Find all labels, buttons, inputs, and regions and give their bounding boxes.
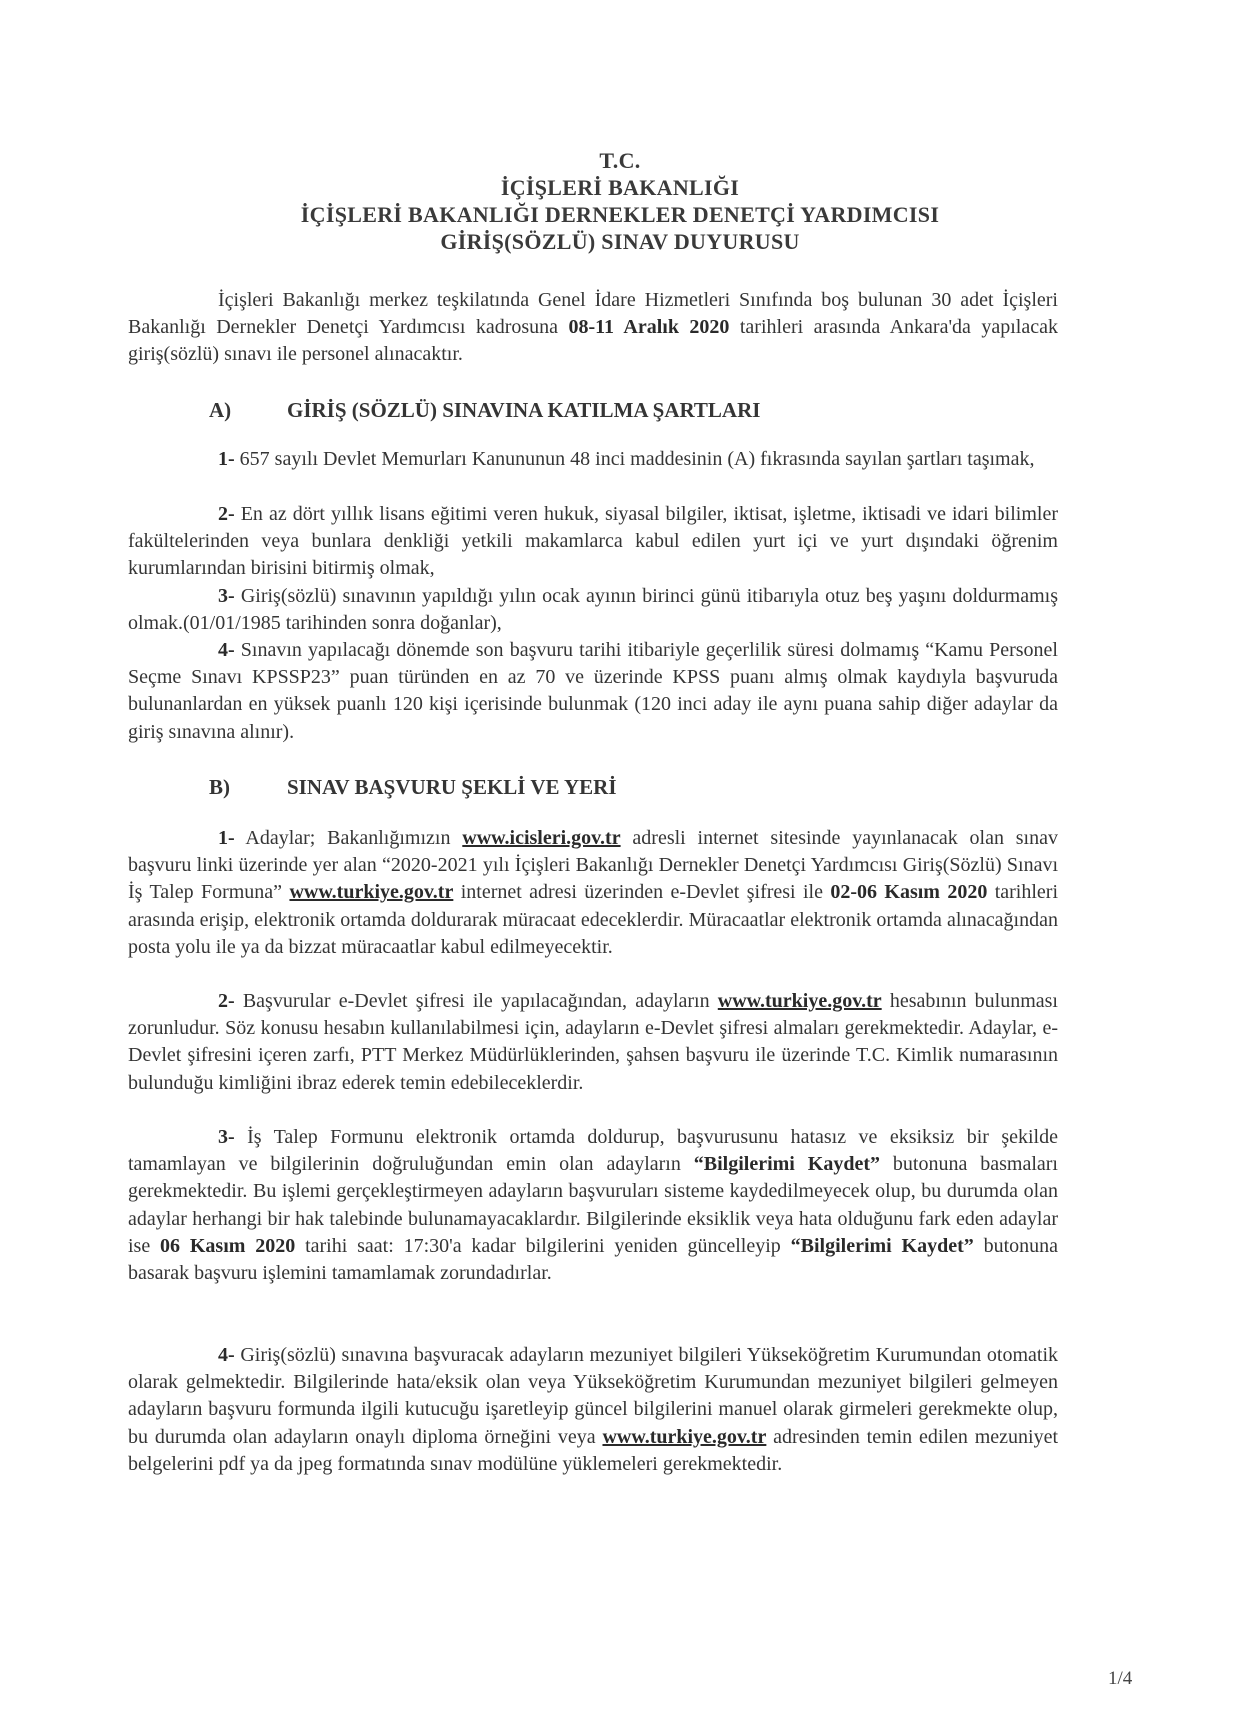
header-tc: T.C. <box>599 148 641 173</box>
icisleri-link[interactable]: www.icisleri.gov.tr <box>462 827 621 849</box>
intro-paragraph: İçişleri Bakanlığı merkez teşkilatında Genel İdare Hizmetleri Sınıfında boş bulunan 30 adet İçişleri Bakanlığı Dernekler Denetçi Yardımcısı kadrosuna 08-11 Aralık 2020 tarihleri arasında Ankara'da yapılacak giriş(sözlü) sınavı ile personel alınacaktır. <box>128 289 1058 366</box>
turkiye-link[interactable]: www.turkiye.gov.tr <box>717 990 882 1012</box>
section-a-title: GİRİŞ (SÖZLÜ) SINAVINA KATILMA ŞARTLARI <box>287 398 761 422</box>
section-a-item-3: 3- Giriş(sözlü) sınavının yapıldığı yılın ocak ayının birinci günü itibarıyla otuz beş yaşını doldurmamış olmak.(01/01/1985 tarihinden sonra doğanlar), <box>128 585 1058 635</box>
section-a-item-2: 2- En az dört yıllık lisans eğitimi veren hukuk, siyasal bilgiler, iktisat, işletme, iktisadi ve idari bilimler fakültelerinden veya bunlara denkliği yetkili makamlarca kabul edilen yurt içi ve yurt dışındaki öğrenim kurumlarından birisini bitirmiş olmak, <box>128 503 1058 580</box>
section-b-heading <box>209 775 617 800</box>
section-b-item-2: 2- Başvurular e-Devlet şifresi ile yapılacağından, adayların www.turkiye.gov.tr hesabının bulunması zorunludur. Söz konusu hesabın kullanılabilmesi için, adayların e-Devlet şifresi almaları gerekmektedir. Adaylar, e-Devlet şifresini içeren zarfı, PTT Merkez Müdürlüklerinden, şahsen başvuru ile üzerinde T.C. Kimlik numarasının bulunduğu kimliğini ibraz ederek temin edebileceklerdir. <box>128 990 1058 1094</box>
deadline-date: 06 Kasım 2020 <box>160 1234 296 1257</box>
header-ministry: İÇİŞLERİ BAKANLIĞI <box>500 175 740 200</box>
section-a-item-1: 1- 657 sayılı Devlet Memurları Kanununun 48 inci maddesinin (A) fıkrasında sayılan şartları taşımak, <box>218 448 1035 470</box>
header-announcement: GİRİŞ(SÖZLÜ) SINAV DUYURUSU <box>440 229 800 254</box>
section-a-item-4: 4- Sınavın yapılacağı dönemde son başvuru tarihi itibariyle geçerlilik süresi dolmamış “Kamu Personel Seçme Sınavı KPSSP23” puan türünden en az 70 ve üzerinde KPSS puanı almış olmak kaydıyla başvuruda bulunanlardan en yüksek puanlı 120 kişi içerisinde bulunmak (120 inci aday ile aynı puana sahip diğer adaylar da giriş sınavına alınır). <box>128 639 1058 743</box>
turkiye-link[interactable]: www.turkiye.gov.tr <box>289 881 454 904</box>
section-b-item-3: 3- İş Talep Formunu elektronik ortamda doldurup, başvurusunu hatasız ve eksiksiz bir şekilde tamamlayan ve bilgilerinin doğruluğundan emin olan adayların “Bilgilerimi Kaydet” butonuna basmaları gerekmektedir. Bu işlemi gerçekleştirmeyen adayların başvuruları sisteme kaydedilmeyecek olup, bu durumda olan adaylar herhangi bir hak talebinde bulunamayacaklardır. Bilgilerinde eksiklik veya hata olduğunu fark eden adaylar ise 06 Kasım 2020 tarihi saat: 17:30'a kadar bilgilerini yeniden güncelleyip “Bilgilerimi Kaydet” butonuna basarak başvuru işlemini tamamlamak zorundadırlar. <box>128 1126 1059 1285</box>
exam-date-range: 08-11 Aralık 2020 <box>568 316 730 339</box>
section-b-title: SINAV BAŞVURU ŞEKLİ VE YERİ <box>287 775 617 799</box>
application-date-range: 02-06 Kasım 2020 <box>830 881 988 904</box>
section-a-label: A) <box>209 398 232 422</box>
turkiye-link[interactable]: www.turkiye.gov.tr <box>602 1425 767 1448</box>
section-b-label: B) <box>209 775 230 799</box>
section-b-item-4: 4- Giriş(sözlü) sınavına başvuracak adayların mezuniyet bilgileri Yükseköğretim Kurumundan otomatik olarak gelmektedir. Bilgilerinde hata/eksik olan veya Yükseköğretim Kurumundan mezuniyet bilgileri gelmeyen adayların başvuru formunda ilgili kutucuğu işaretleyip güncel bilgilerini manuel olarak girmeleri gerekmekte olup, bu durumda olan adayların onaylı diploma örneğini veya www.turkiye.gov.tr adresinden temin edilen mezuniyet belgelerini pdf ya da jpeg formatında sınav modülüne yüklemeleri gerekmektedir. <box>128 1344 1058 1475</box>
save-info-phrase: “Bilgilerimi Kaydet” <box>790 1234 974 1257</box>
header-position: İÇİŞLERİ BAKANLIĞI DERNEKLER DENETÇİ YARDIMCISI <box>300 202 940 227</box>
save-info-phrase: “Bilgilerimi Kaydet” <box>693 1153 880 1176</box>
page-number: 1/4 <box>1108 1668 1133 1689</box>
section-b-item-1: 1- Adaylar; Bakanlığımızın www.icisleri.gov.tr adresli internet sitesinde yayınlanacak olan sınav başvuru linki üzerinde yer alan “2020-2021 yılı İçişleri Bakanlığı Dernekler Denetçi Yardımcısı Giriş(Sözlü) Sınavı İş Talep Formuna” www.turkiye.gov.tr internet adresi üzerinden e-Devlet şifresi ile 02-06 Kasım 2020 tarihleri arasında erişip, elektronik ortamda doldurarak müracaat edeceklerdir. Müracaatlar elektronik ortamda alınacağından posta yolu ile ya da bizzat müracaatlar kabul edilmeyecektir. <box>128 827 1059 958</box>
section-a-heading <box>209 398 760 423</box>
